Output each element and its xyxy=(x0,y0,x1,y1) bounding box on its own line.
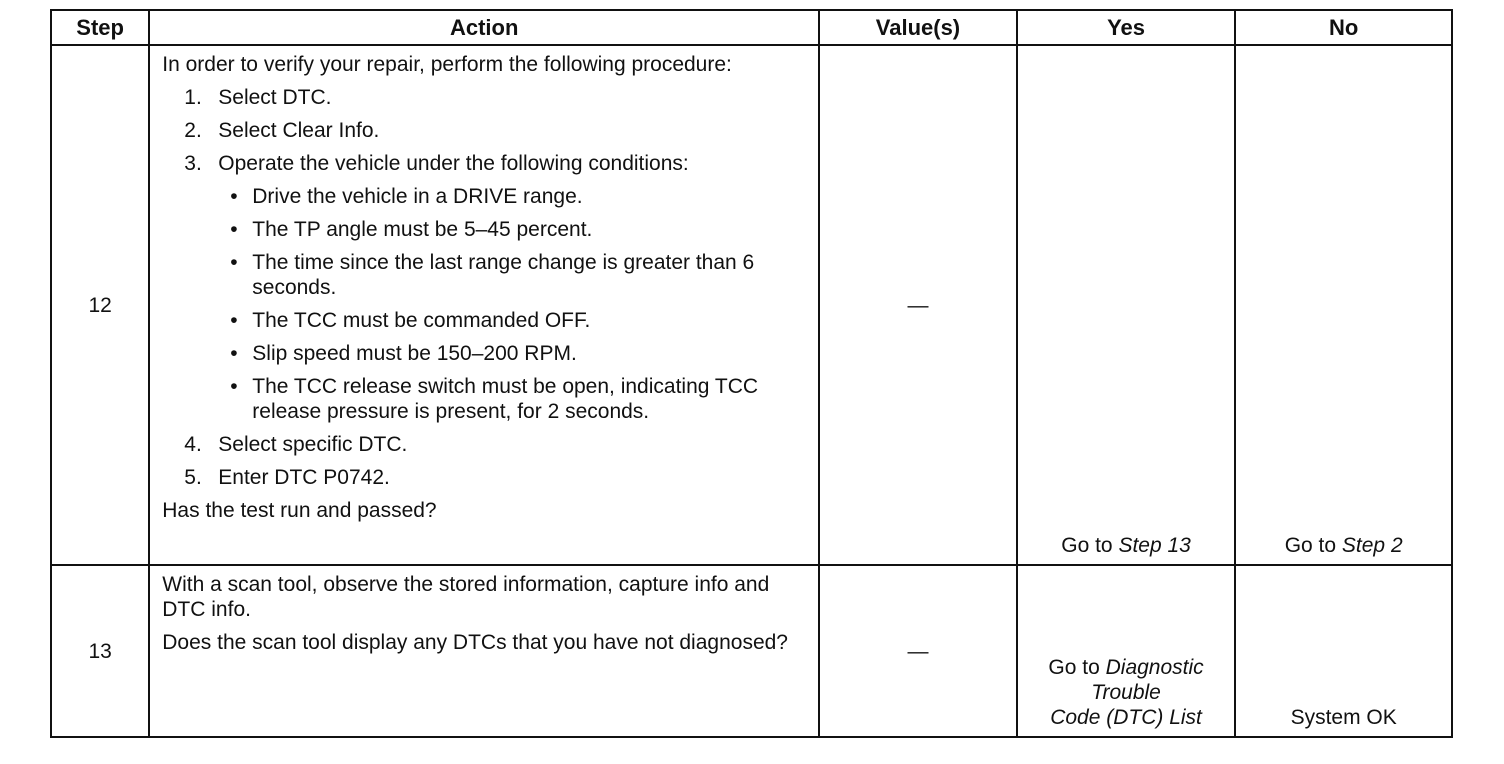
table-row xyxy=(51,45,1452,565)
no-cell: System OK xyxy=(1235,565,1452,737)
condition-item: • The TP angle must be 5–45 percent. xyxy=(218,217,812,242)
action-cell xyxy=(149,45,819,565)
condition-item: • Slip speed must be 150–200 RPM. xyxy=(218,341,812,366)
dtc-list-link[interactable]: Trouble xyxy=(1091,681,1161,704)
header-row xyxy=(51,10,1452,45)
action-intro: In order to verify your repair, perform the following procedure: xyxy=(162,53,732,76)
header-no: No xyxy=(1235,10,1452,45)
yes-cell: Go to Diagnostic Trouble Code (DTC) List xyxy=(1017,565,1236,737)
action-cell xyxy=(149,565,819,737)
procedure-list xyxy=(162,85,808,490)
step-number: 13 xyxy=(51,565,149,737)
procedure-step: 3. Operate the vehicle under the following conditions: • Drive the vehicle in a DRIVE range. • The TP angle must be 5–45 percent. • The time since the last range change is greater than 6 seconds. • The TCC must be commanded OFF. • Slip speed must be 150–200 RPM. • The TCC release switch must be open, indicating TCC release pressure is present, for 2 seconds. xyxy=(162,151,808,424)
yes-step-link[interactable]: Step 13 xyxy=(1118,534,1191,557)
action-question: Does the scan tool display any DTCs that you have not diagnosed? xyxy=(162,631,788,654)
table-row xyxy=(51,565,1452,737)
procedure-step: 5. Enter DTC P0742. xyxy=(184,466,390,489)
value-dash: — xyxy=(907,293,929,317)
dtc-list-link[interactable]: Code (DTC) List xyxy=(1050,706,1202,729)
value-cell xyxy=(819,565,1017,737)
procedure-step: 2. Select Clear Info. xyxy=(184,119,380,142)
value-cell xyxy=(819,45,1017,565)
header-action: Action xyxy=(149,10,819,45)
action-question: Has the test run and passed? xyxy=(162,499,437,522)
condition-item: • Drive the vehicle in a DRIVE range. xyxy=(218,184,812,209)
yes-cell: Go to Step 13 xyxy=(1017,45,1236,565)
header-step: Step xyxy=(51,10,149,45)
step-number: 12 xyxy=(51,45,149,565)
procedure-step: 1. Select DTC. xyxy=(184,86,332,109)
no-cell: Go to Step 2 xyxy=(1235,45,1452,565)
diagnostic-table xyxy=(50,9,1453,738)
conditions-list xyxy=(218,184,808,424)
header-values: Value(s) xyxy=(819,10,1017,45)
value-dash: — xyxy=(907,639,929,663)
condition-item: • The time since the last range change is greater than 6 seconds. xyxy=(218,250,812,300)
no-step-link[interactable]: Step 2 xyxy=(1341,534,1403,557)
procedure-step: 4. Select specific DTC. xyxy=(184,433,408,456)
condition-item: • The TCC release switch must be open, indicating TCC release pressure is present, for 2 seconds. xyxy=(218,374,812,424)
action-intro: With a scan tool, observe the stored information, capture info and DTC info. xyxy=(162,573,770,621)
header-yes: Yes xyxy=(1017,10,1236,45)
condition-item: • The TCC must be commanded OFF. xyxy=(218,308,812,333)
dtc-list-link[interactable]: Diagnostic xyxy=(1105,656,1204,679)
